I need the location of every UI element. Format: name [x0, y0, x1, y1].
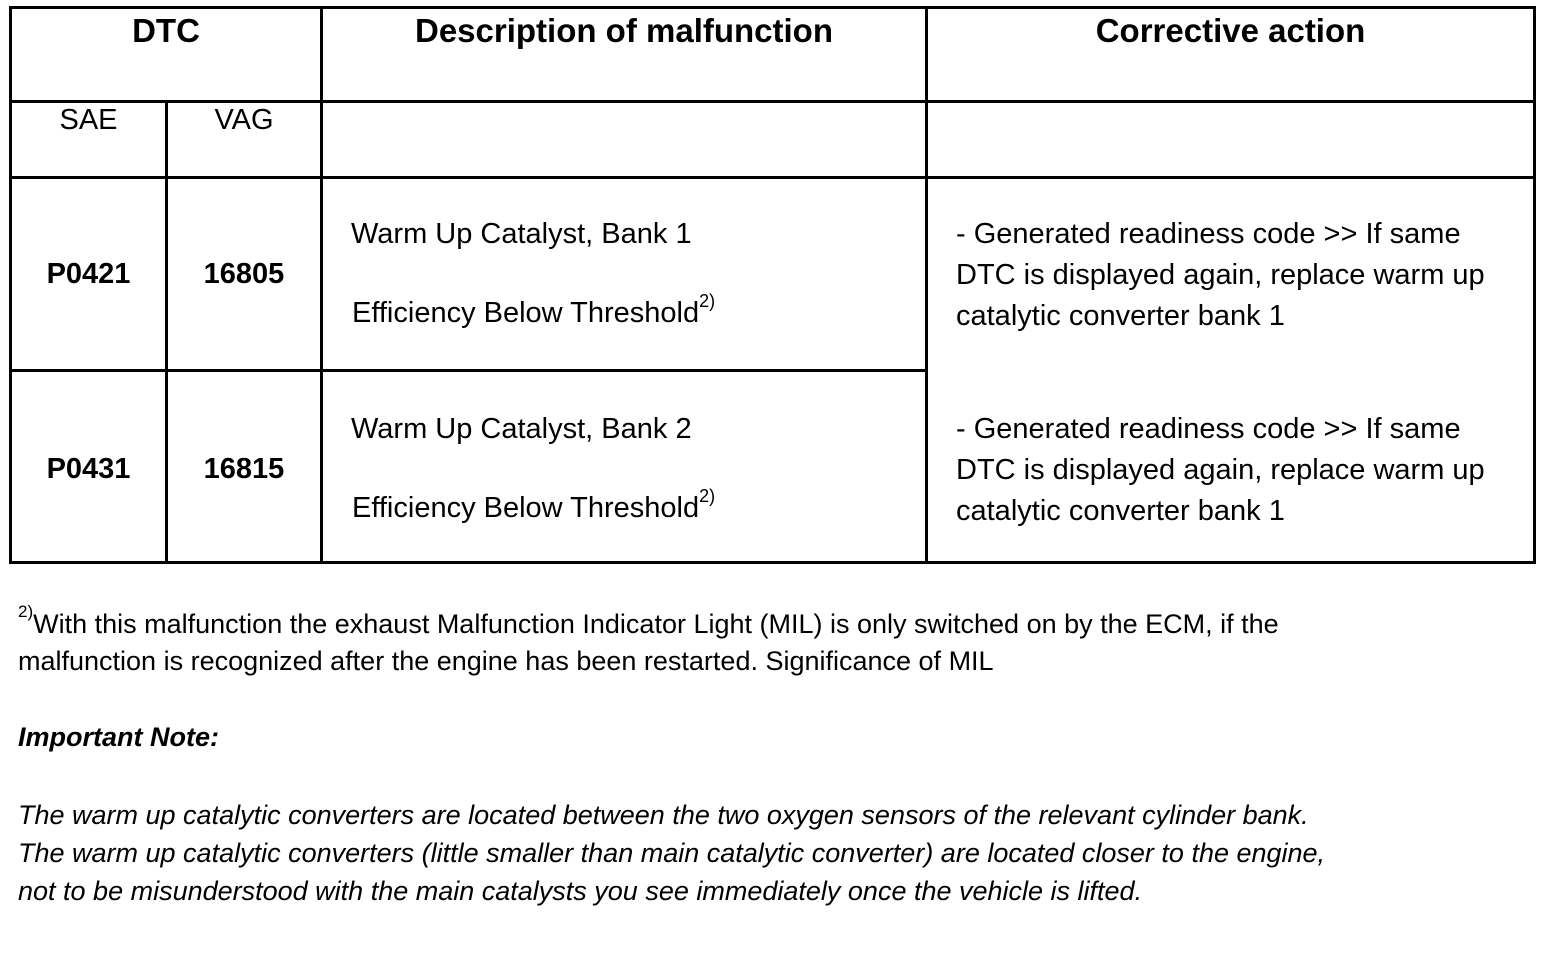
- sae-vag-divider: [165, 100, 168, 561]
- subheader-sae: SAE: [59, 104, 118, 136]
- footnote-marker: 2): [18, 602, 34, 621]
- header-dtc: DTC: [132, 12, 200, 49]
- important-note-body: The warm up catalytic converters are located between the two oxygen sensors of the relevant cylinder bank. The warm up catalytic converters (little smaller than main catalytic converter) are located closer to the engine, not to be misunderstood with the main catalysts you see immediately once the vehicle is lifted.: [18, 800, 1326, 906]
- row2-footnote-marker: 2): [699, 486, 716, 507]
- row1-sae-code: P0421: [46, 258, 131, 290]
- row2-description-line1: Warm Up Catalyst, Bank 2: [351, 413, 692, 445]
- row2-corrective-action: - Generated readiness code >> If same DTC is displayed again, replace warm up catalytic converter bank 1: [956, 413, 1485, 527]
- header-description: Description of malfunction: [414, 12, 833, 49]
- header-divider: [12, 100, 1533, 103]
- row-divider: [12, 369, 925, 372]
- header-corrective-action: Corrective action: [1095, 12, 1366, 49]
- footnote: [18, 602, 1318, 680]
- row2-description-line2: [352, 486, 716, 524]
- row1-description-line2-text: Efficiency Below Threshold: [352, 297, 700, 329]
- subheader-vag: VAG: [214, 104, 274, 136]
- row1-description-line1: Warm Up Catalyst, Bank 1: [351, 218, 692, 250]
- footnote-text: With this malfunction the exhaust Malfunction Indicator Light (MIL) is only switched on by the ECM, if the malfunction is recognized after the engine has been restarted. Significance of MIL: [18, 609, 1279, 676]
- row1-description-line2: [352, 291, 716, 329]
- row1-vag-code: 16805: [203, 258, 285, 290]
- row2-vag-code: 16815: [203, 453, 285, 485]
- important-note-title: Important Note:: [18, 722, 219, 752]
- row2-description-line2-text: Efficiency Below Threshold: [352, 492, 700, 524]
- row2-sae-code: P0431: [46, 453, 131, 485]
- dtc-desc-divider: [320, 9, 323, 561]
- subheader-divider: [12, 176, 1533, 179]
- dtc-table: [9, 6, 1536, 564]
- row1-footnote-marker: 2): [699, 291, 716, 312]
- row1-corrective-action: - Generated readiness code >> If same DTC is displayed again, replace warm up catalytic converter bank 1: [956, 218, 1485, 332]
- desc-action-divider: [925, 9, 928, 561]
